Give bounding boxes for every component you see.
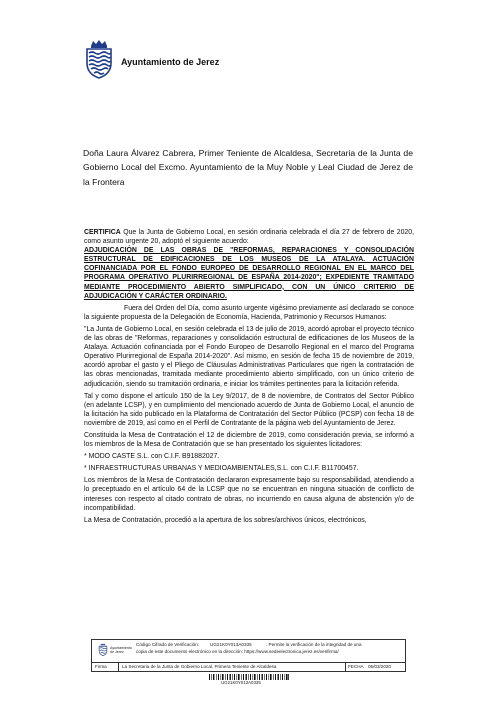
firma-value: La Secretaria de la Junta de Gobierno Local, Primera Teniente de Alcaldesa (122, 664, 277, 669)
mini-coat-of-arms-icon (98, 643, 108, 656)
paragraph-6: La Mesa de Contratación, procedió a la apertura de los sobres/archivos únicos, electrónicos, (84, 516, 367, 524)
code-label: Código Cifrado de Verificación: (136, 642, 200, 647)
paragraph-2: "La Junta de Gobierno Local, en sesión celebrada el 13 de julio de 2019, acordó aprobar el proyecto técnico de las obras de "Reformas, reparaciones y consolidación estructural de edificaciones de los Museos de la Atalaya. Actuación cofinanciada por el Fondo Europeo de Desarrollo Regional en el marco del Programa Operativo Plurirregional de España 2014-2020". Así mismo, en sesión de fecha 15 de noviembre de 2019, acordó aprobar el gasto y el Pliego de Cláusulas Administrativas Particulares que rigen la contratación de las obras mencionadas, tramitada mediante procedimiento abierto simplificado, con un único criterio de adjudicación, siendo su tramitación ordinaria, e iniciar los trámites pertinentes para la licitación referida. (84, 325, 414, 388)
brand-name: Ayuntamiento de Jerez (121, 57, 220, 67)
code-note: . Permite la verificación de la integridad de una (266, 642, 362, 647)
code-value: UG21K0Y013A0335 (210, 642, 252, 647)
jerez-coat-of-arms-icon (84, 39, 114, 79)
verification-box (91, 639, 406, 663)
certifica-paragraph (84, 228, 414, 246)
intro-paragraph: Doña Laura Álvarez Cabrera, Primer Teniente de Alcaldesa, Secretaria de la Junta de Gobierno Local del Excmo. Ayuntamiento de la Muy Noble y Leal Ciudad de Jerez de la Frontera (83, 148, 413, 187)
bidder-1: * MODO CASTE S.L. con C.I.F. B91882027. (84, 453, 220, 461)
verification-footer (91, 639, 406, 685)
fecha-value: 05/03/2020 (368, 664, 391, 669)
mini-brand: Ayuntamiento de Jerez (110, 646, 132, 654)
paragraph-1: Fuera del Orden del Día, como asunto urgente vigésimo previamente así declarado se conoce la siguiente propuesta de la Delegación de Economía, Hacienda, Patrimonio y Recursos Humanos: (84, 304, 414, 321)
verification-url-note: copia de este documento electrónico en la dirección: https://www.sedeelectronica.jerez.es/verifirma/ (136, 649, 339, 654)
bidder-2: * INFRAESTRUCTURAS URBANAS Y MEDIOAMBIENTALES,S.L. con C.I.F. B11700457. (84, 465, 359, 473)
agreement-title (84, 246, 414, 301)
certifica-text: Que la Junta de Gobierno Local, en sesión ordinaria celebrada el día 27 de febrero de 2020, como asunto urgente 20, adoptó el siguiente acuerdo: (84, 229, 414, 246)
divider (118, 663, 119, 671)
agreement-title-text: ADJUDICACIÓN DE LAS OBRAS DE "REFORMAS, REPARACIONES Y CONSOLIDACIÓN ESTRUCTURAL DE EDIFICACIONES DE LOS MUSEOS DE LA ATALAYA. ACTUACIÓN COFINANCIADA POR EL FONDO EUROPEO DE DESARROLLO REGIONAL EN EL MARCO DEL PROGRAMA OPERATIVO PLURIRREGIONAL DE ESPAÑA 2014-2020"; EXPEDIENTE TRAMITADO MEDIANTE PROCEDIMIENTO ABIERTO SIMPLIFICADO, CON UN ÚNICO CRITERIO DE ADJUDICACIÓN Y CARÁCTER ORDINARIO. (84, 247, 414, 300)
paragraph-4: Constituida la Mesa de Contratación el 12 de diciembre de 2019, como consideración previa, se informó a los miembros de la Mesa de Contratación que se han presentado los siguientes licitadores: (84, 431, 414, 449)
certifica-lead: CERTIFICA (84, 229, 121, 236)
divider (345, 663, 346, 671)
fecha-label: FECHA (348, 664, 364, 669)
paragraph-5: Los miembros de la Mesa de Contratación declararon expresamente bajo su responsabilidad, atendiendo a lo preceptuado en el artículo 64 de la LCSP que no se encuentran en ninguna situación de conflicto de intereses con respecto al citado contrato de obras, no incurriendo en causa alguna de abstención y/o de incompatibilidad. (84, 477, 414, 512)
paragraph-3: Tal y como dispone el artículo 150 de la Ley 9/2017, de 8 de noviembre, de Contratos del Sector Público (en adelante LCSP), y en cumplimiento del mencionado acuerdo de Junta de Gobierno Local, el anuncio de la licitación ha sido publicado en la Plataforma de Contratación del Sector Público (PCSP) con fecha 18 de noviembre de 2019, así como en el Perfil de Contratante de la página web del Ayuntamiento de Jerez. (84, 392, 414, 427)
signature-row (91, 663, 406, 672)
document-body (84, 228, 414, 525)
firma-label: Firma (95, 664, 107, 669)
barcode-value: UG21K0Y013A0335 (221, 680, 261, 685)
